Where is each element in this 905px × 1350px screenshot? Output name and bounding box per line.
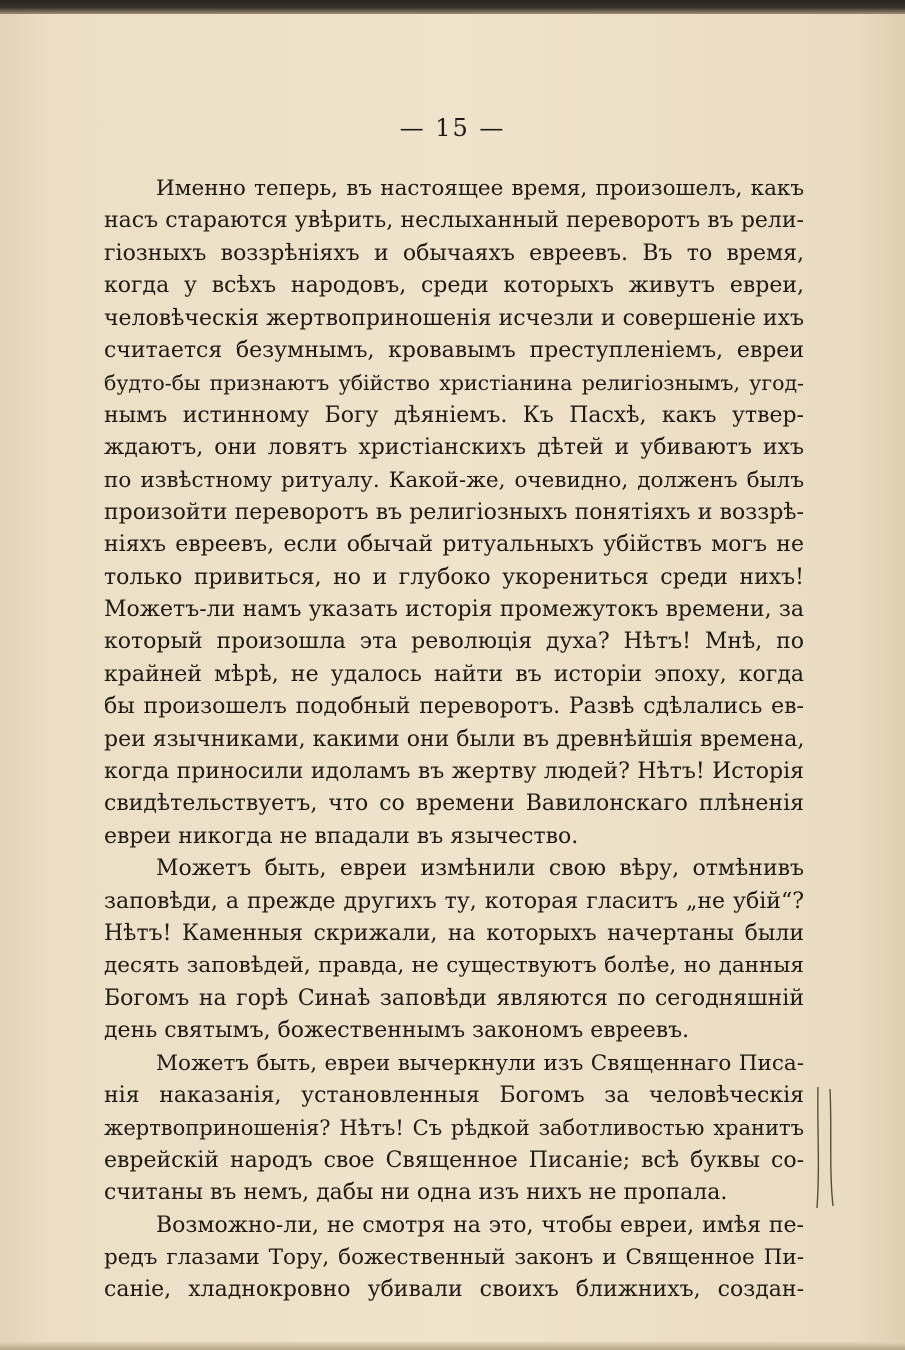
text-line: Можетъ быть, евреи вычеркнули изъ Священнаго Писа-	[156, 1050, 804, 1076]
text-line: будто-бы признаютъ убійство христіанина религіознымъ, угод-	[104, 371, 804, 396]
text-line: нымъ истинному Богу дѣяніемъ. Къ Пасхѣ, какъ утвер-	[104, 402, 804, 428]
text-line: считается безумнымъ, кровавымъ преступленіемъ, евреи	[104, 337, 804, 363]
text-line: ніяхъ евреевъ, если обычай ритуальныхъ убійствъ могъ не	[104, 532, 804, 558]
text-line: реи язычниками, какими они были въ древнѣйшія времена,	[104, 726, 804, 752]
text-line: заповѣди, а прежде другихъ ту, которая гласитъ „не убій“?	[104, 888, 804, 914]
text-line: когда у всѣхъ народовъ, среди которыхъ живутъ евреи,	[104, 273, 804, 299]
text-line: день святымъ, божественнымъ закономъ евреевъ.	[104, 1018, 690, 1044]
page-bottom-edge	[0, 1342, 905, 1350]
text-line: жертвоприношенія? Нѣтъ! Съ рѣдкой заботливостью хранитъ	[104, 1116, 804, 1141]
text-line: свидѣтельствуетъ, что со времени Вавилонскаго плѣненія	[104, 791, 804, 817]
text-line: гіозныхъ воззрѣніяхъ и обычаяхъ евреевъ. Въ то время,	[104, 240, 804, 266]
text-line: саніе, хладнокровно убивали своихъ ближнихъ, создан-	[104, 1277, 804, 1303]
text-line: человѣческія жертвоприношенія исчезли и совершеніе ихъ	[104, 305, 804, 331]
text-line: только привиться, но и глубоко укорениться среди нихъ!	[104, 564, 804, 590]
text-line: бы произошелъ подобный переворотъ. Развѣ сдѣлались ев-	[104, 694, 804, 720]
body-text	[104, 173, 804, 1307]
text-line: насъ стараются увѣрить, неслыханный переворотъ въ рели-	[104, 208, 804, 234]
text-line: который произошла эта революція духа? Нѣтъ! Мнѣ, по	[104, 629, 804, 655]
text-line: произойти переворотъ въ религіозныхъ понятіяхъ и воззрѣ-	[104, 499, 804, 525]
text-line: считаны въ немъ, дабы ни одна изъ нихъ не пропала.	[104, 1180, 728, 1206]
text-line: крайней мѣрѣ, не удалось найти въ исторіи эпоху, когда	[104, 661, 804, 687]
page-top-edge	[0, 0, 905, 14]
text-line: по извѣстному ритуалу. Какой-же, очевидно, долженъ былъ	[104, 467, 804, 493]
margin-mark	[814, 1085, 838, 1210]
text-line: ждаютъ, они ловятъ христіанскихъ дѣтей и убиваютъ ихъ	[104, 435, 804, 461]
text-line: редъ глазами Тору, божественный законъ и Священное Пи-	[104, 1244, 804, 1270]
text-line: Возможно-ли, не смотря на это, чтобы евреи, имѣя пе-	[156, 1212, 804, 1238]
text-line: Нѣтъ! Каменныя скрижали, на которыхъ начертаны были	[104, 920, 804, 946]
text-line: когда приносили идоламъ въ жертву людей? Нѣтъ! Исторія	[104, 759, 804, 785]
page-number: — 15 —	[399, 114, 506, 142]
text-line: Можетъ быть, евреи измѣнили свою вѣру, отмѣнивъ	[156, 856, 804, 882]
text-line: евреи никогда не впадали въ язычество.	[104, 823, 579, 849]
text-line: Богомъ на горѣ Синаѣ заповѣди являются по сегодняшній	[104, 985, 804, 1011]
text-line: Именно теперь, въ настоящее время, произошелъ, какъ	[156, 176, 804, 201]
text-line: нія наказанія, установленныя Богомъ за человѣческія	[104, 1082, 804, 1108]
text-line: Можетъ-ли намъ указать исторія промежутокъ времени, за	[104, 597, 804, 623]
text-line: десять заповѣдей, правда, не существуютъ болѣе, но данныя	[104, 953, 804, 979]
text-line: еврейскій народъ свое Священное Писаніе; всѣ буквы со-	[104, 1147, 804, 1173]
